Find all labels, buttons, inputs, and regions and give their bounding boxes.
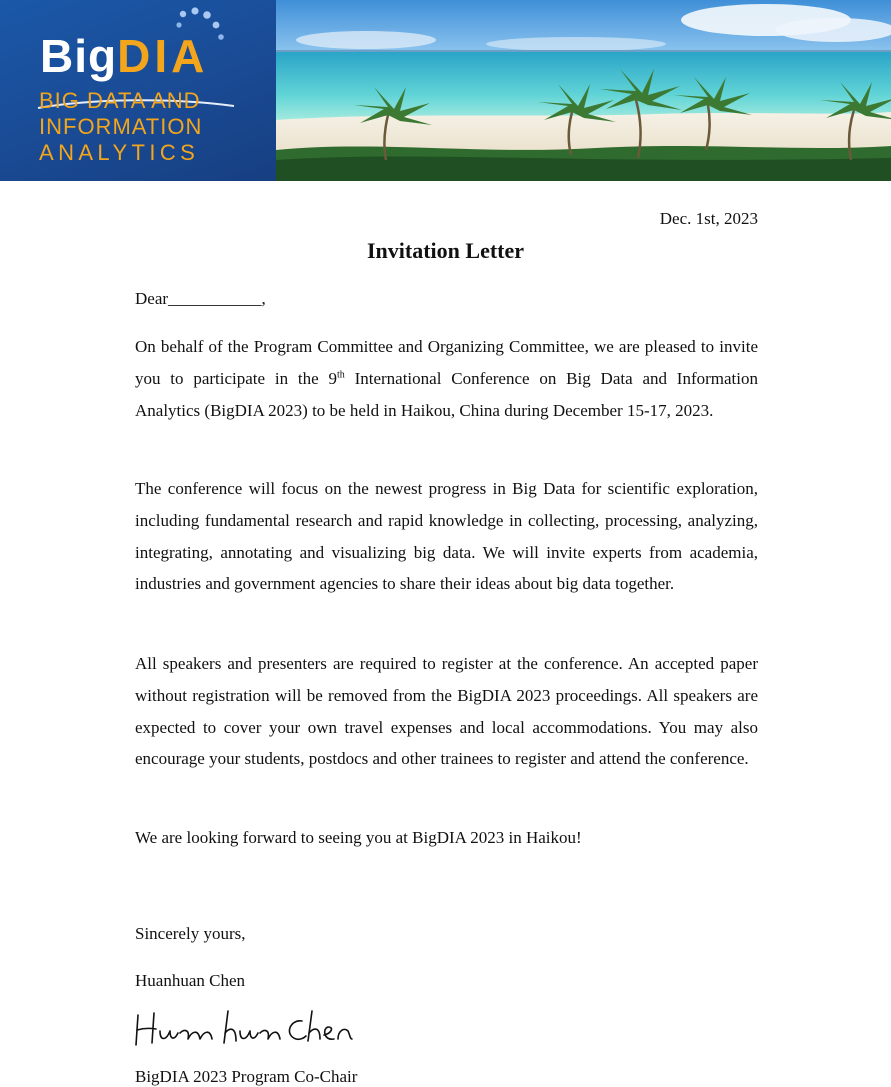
- handwritten-signature: [130, 1003, 360, 1053]
- closing-phrase: Sincerely yours,: [135, 924, 246, 943]
- beach-photo: [276, 0, 891, 181]
- logo-line-2: INFORMATION: [39, 114, 203, 139]
- bigdia-logo: [0, 0, 276, 181]
- logo-line-1: BIG DATA AND: [39, 88, 201, 113]
- ordinal-superscript: th: [336, 369, 345, 381]
- logo-line-3: ANALYTICS: [39, 140, 200, 165]
- paragraph-closing: We are looking forward to seeing you at BigDIA 2023 in Haikou!: [135, 828, 582, 847]
- header-banner: [0, 0, 891, 181]
- logo-wordmark: BigDIA: [40, 30, 209, 82]
- paragraph-intro: On behalf of the Program Committee and Organizing Committee, we are pleased to invite you to participate in the 9th International Conference on Big Data and Information Analytics (BigDIA 2023) to be held in Haikou, China during December 15-17, 2023.: [135, 337, 758, 420]
- signer-name: Huanhuan Chen: [135, 971, 246, 990]
- signer-title: BigDIA 2023 Program Co-Chair: [135, 1067, 358, 1086]
- letter-title: Invitation Letter: [366, 238, 525, 263]
- paragraph-focus: The conference will focus on the newest progress in Big Data for scientific exploration, including fundamental research and rapid knowledge in collecting, processing, analyzing, integrating, annotating and visualizing big data. We will invite experts from academia, industries and government agencies to share their ideas about big data together.: [135, 479, 758, 594]
- letter-date: Dec. 1st, 2023: [659, 209, 758, 228]
- paragraph-registration: All speakers and presenters are required to register at the conference. An accepted paper without registration will be removed from the BigDIA 2023 proceedings. All speakers are expected to cover your own travel expenses and local accommodations. You may also encourage your students, postdocs and other trainees to register and attend the conference.: [135, 654, 758, 769]
- salutation: Dear___________,: [135, 289, 266, 308]
